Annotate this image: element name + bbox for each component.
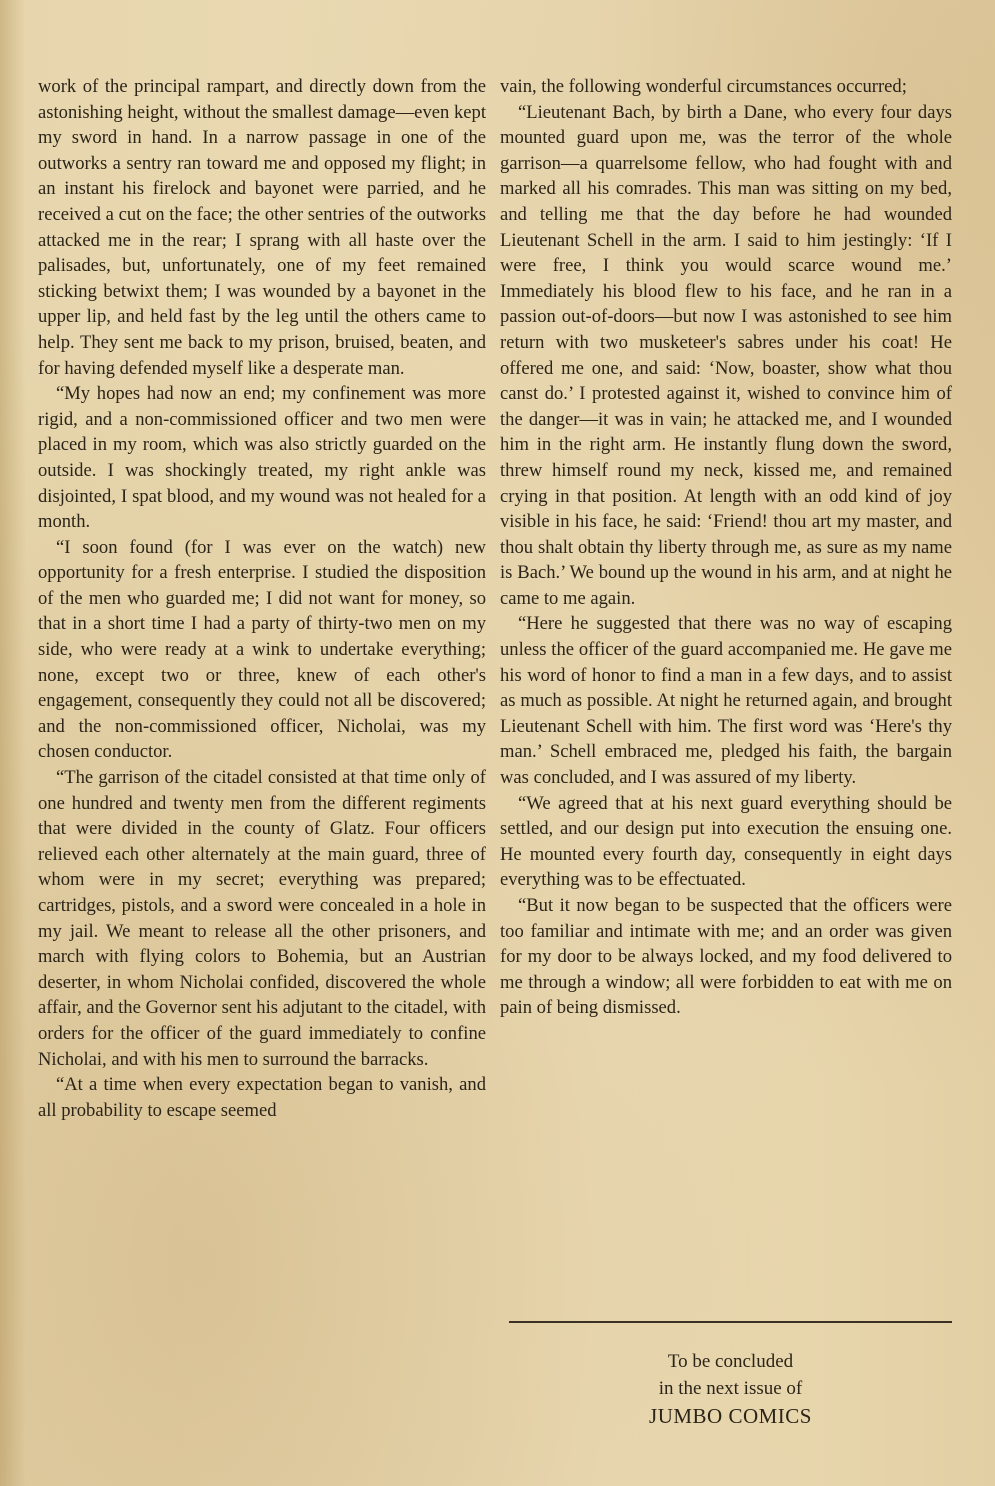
- paragraph: vain, the following wonderful circumstances occurred;: [500, 76, 907, 97]
- publication-name: JUMBO COMICS: [649, 1404, 812, 1428]
- end-note-line: To be concluded: [667, 1351, 794, 1372]
- paragraph: “Lieutenant Bach, by birth a Dane, who every four days mounted guard upon me, was the terror of the whole garrison—a quarrelsome fellow, who had fought with and marked all his comrades. This man was sitting on my bed, and telling me that the day before he had wounded Lieutenant Schell in the arm. I said to him jestingly: ‘If I were free, I think you would scarce wound me.’ Immediately his blood flew to his face, and he ran in a passion out-of-doors—but now I was astonished to see him return with two musketeer's sabres under his coat! He offered me one, and said: ‘Now, boaster, show what thou canst do.’ I protested against it, wished to convince him of the danger—it was in vain; he attacked me, and I wounded him in the right arm. He instantly flung down the sword, threw himself round my neck, kissed me, and remained crying in that position. At length with an odd kind of joy visible in his face, he said: ‘Friend! thou art my master, and thou shalt obtain thy liberty through me, as sure as my name is Bach.’ We bound up the wound in his arm, and at night he came to me again.: [500, 101, 952, 609]
- left-column: [38, 74, 486, 1123]
- right-column: [500, 74, 952, 1021]
- end-note-line: in the next issue of: [658, 1378, 803, 1399]
- paragraph: “The garrison of the citadel consisted at that time only of one hundred and twenty men from the different regiments that were divided in the county of Glatz. Four officers relieved each other alternately at the main guard, three of whom were in my secret; everything was prepared; cartridges, pistols, and a sword were concealed in a hole in my jail. We meant to release all the other prisoners, and march with flying colors to Bohemia, but an Austrian deserter, in whom Nicholai confided, discovered the whole affair, and the Governor sent his adjutant to the citadel, with orders for the officer of the guard immediately to confine Nicholai, and with his men to surround the barracks.: [38, 767, 486, 1070]
- paragraph: work of the principal rampart, and directly down from the astonishing height, without the smallest damage—even kept my sword in hand. In a narrow passage in one of the outworks a sentry ran toward me and opposed my flight; in an instant his firelock and bayonet were parried, and he received a cut on the face; the other sentries of the outworks attacked me in the rear; I sprang with all haste over the palisades, but, unfortunately, one of my feet remained sticking betwixt them; I was wounded by a bayonet in the upper lip, and held fast by the leg until the others came to help. They sent me back to my prison, bruised, beaten, and for having defended myself like a desperate man.: [38, 76, 486, 379]
- paragraph: “I soon found (for I was ever on the watch) new opportunity for a fresh enterprise. I studied the disposition of the men who guarded me; I did not want for money, so that in a short time I had a party of thirty-two men on my side, who were ready at a wink to undertake everything; none, except two or three, knew of each other's engagement, consequently they could not all be discovered; and the non-commissioned officer, Nicholai, was my chosen conductor.: [38, 536, 486, 763]
- paragraph: “Here he suggested that there was no way of escaping unless the officer of the guard accompanied me. He gave me his word of honor to find a man in a few days, and to assist as much as possible. At night he returned again, and brought Lieutenant Schell with him. The first word was ‘Here's thy man.’ Schell embraced me, pledged his faith, the bargain was concluded, and I was assured of my liberty.: [500, 613, 952, 789]
- paragraph: “We agreed that at his next guard everything should be settled, and our design put into execution the ensuing one. He mounted every fourth day, consequently in eight days everything was to be effectuated.: [500, 792, 952, 891]
- paragraph: “My hopes had now an end; my confinement was more rigid, and a non-commissioned officer and two men were placed in my room, which was also strictly guarded on the outside. I was shockingly treated, my right ankle was disjointed, I spat blood, and my wound was not healed for a month.: [38, 383, 486, 533]
- paragraph: “At a time when every expectation began to vanish, and all probability to escape seemed: [38, 1074, 486, 1121]
- section-divider: [509, 1321, 952, 1323]
- paragraph: “But it now began to be suspected that the officers were too familiar and intimate with me; and an order was given for my door to be always locked, and my food delivered to me through a window; all were forbidden to eat with me on pain of being dismissed.: [500, 895, 952, 1019]
